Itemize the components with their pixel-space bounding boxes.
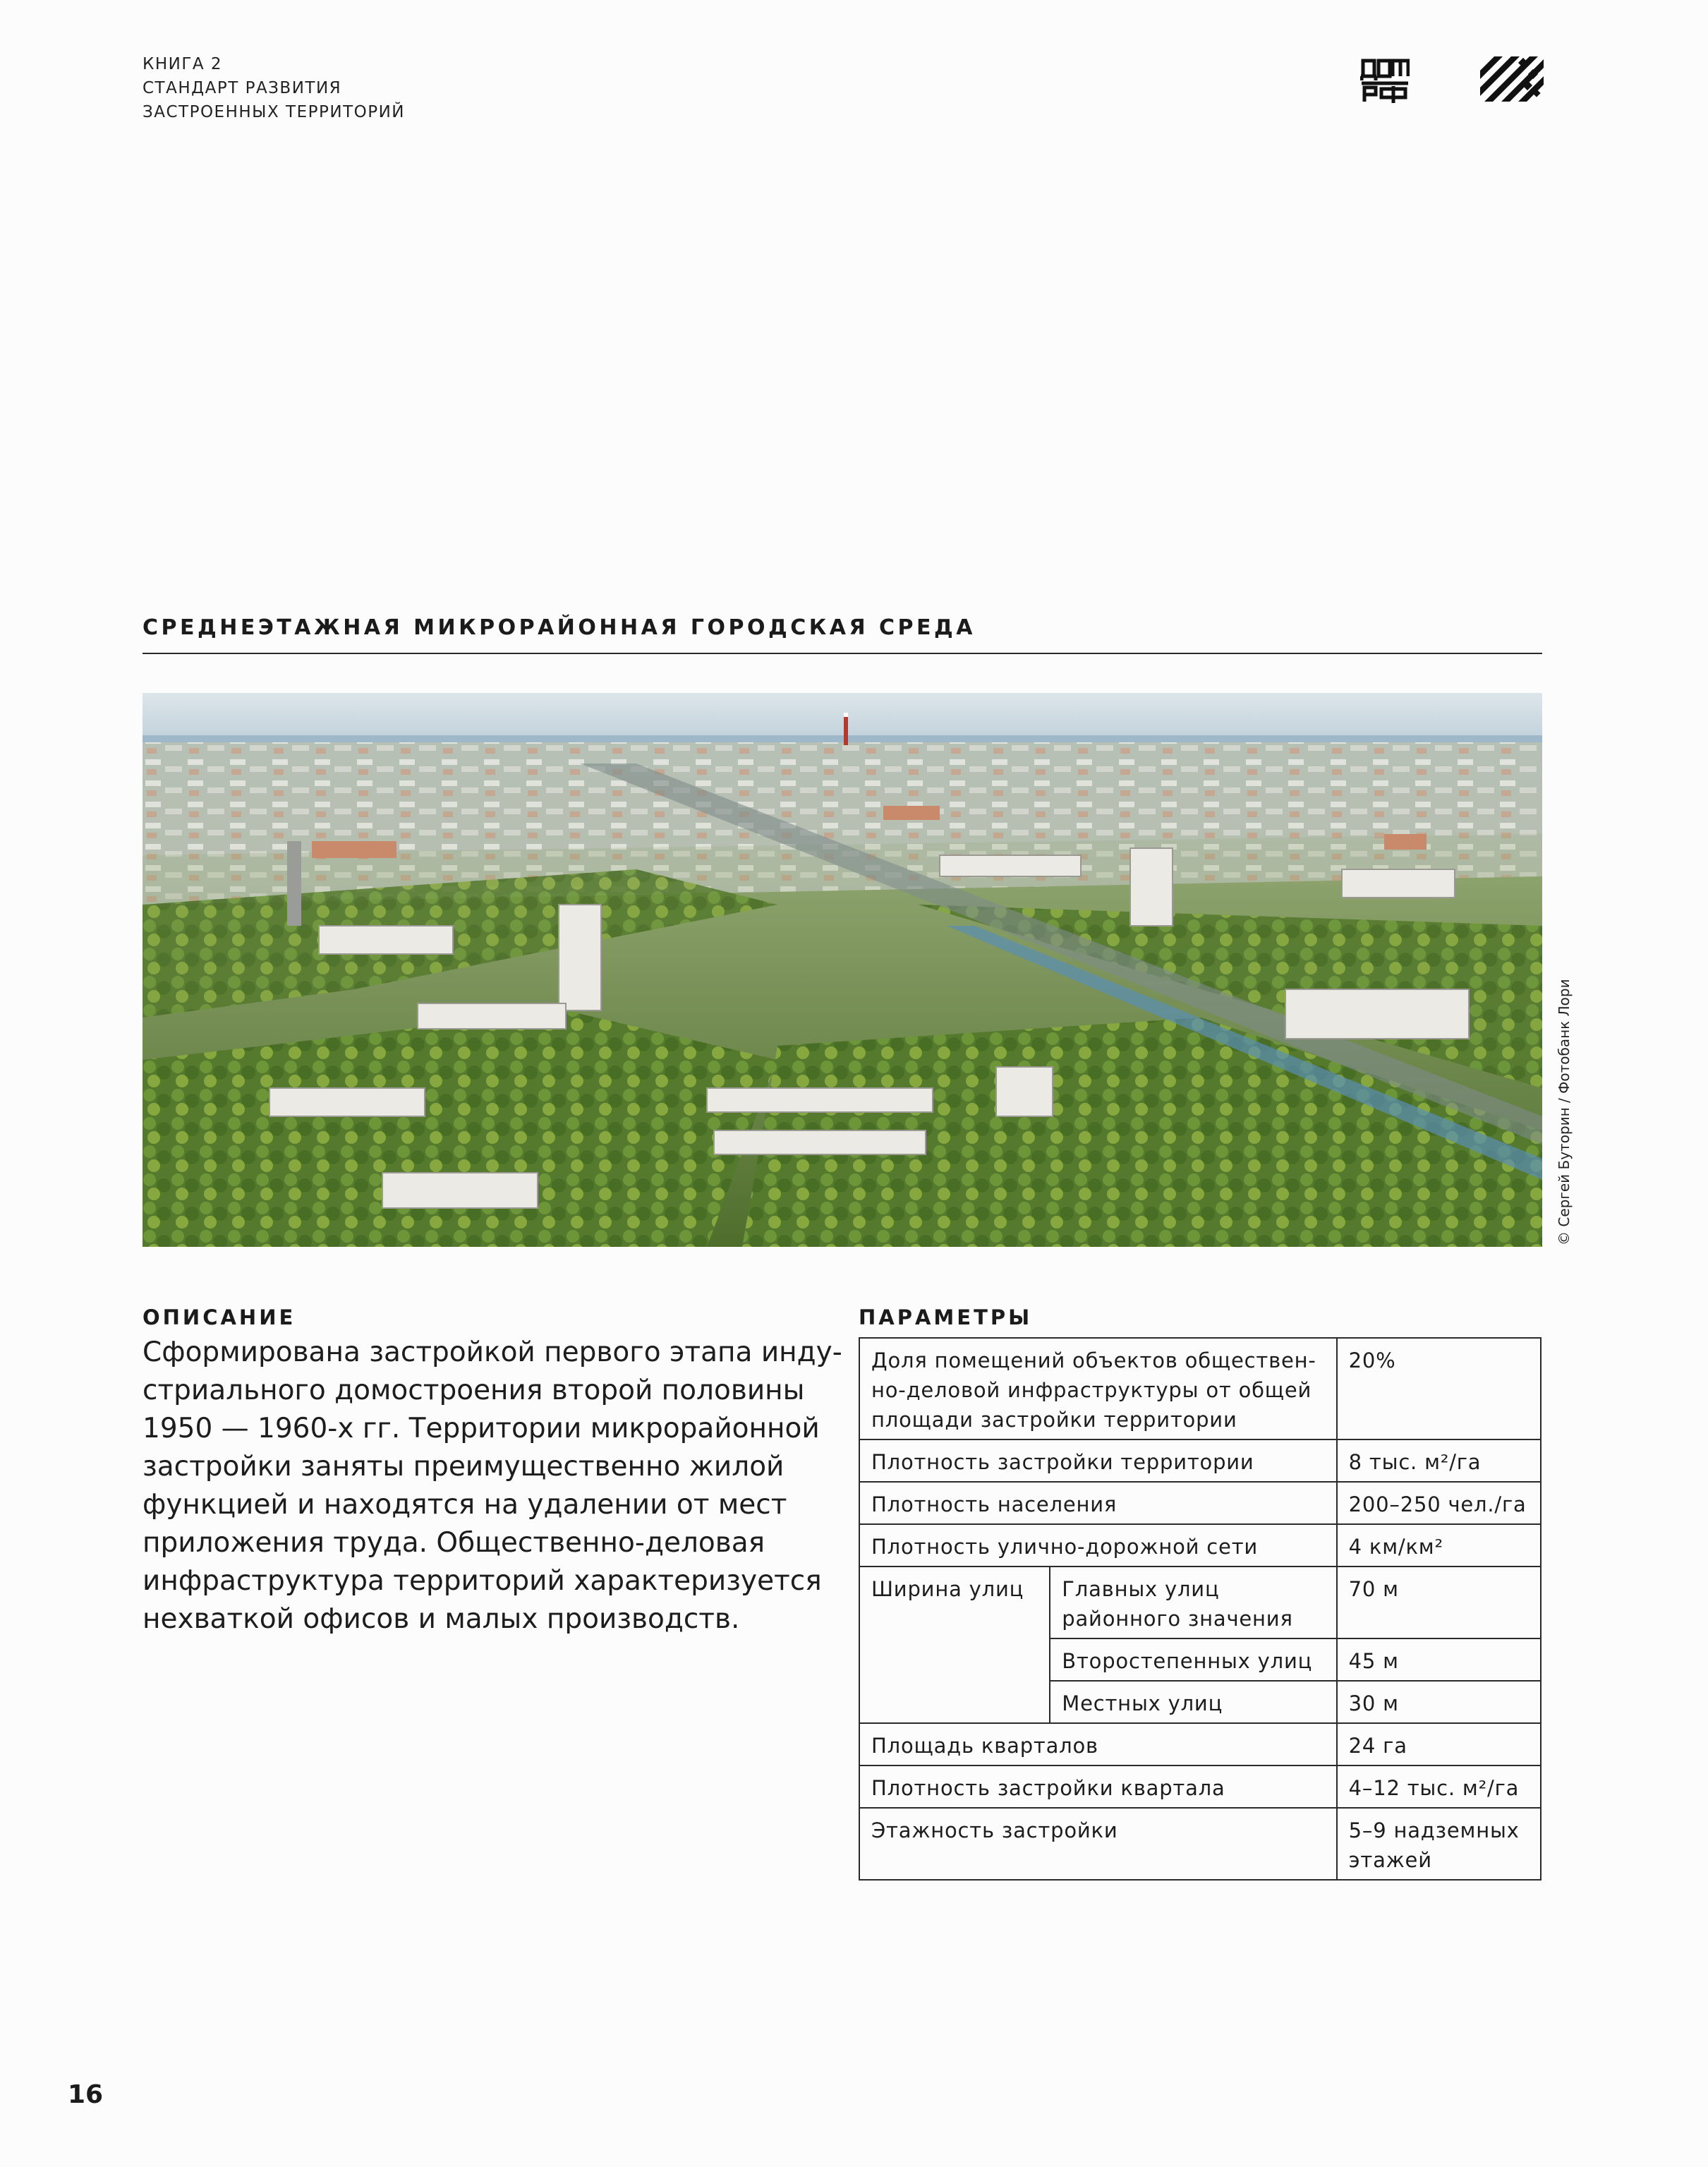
param-value: 20% [1337,1338,1541,1439]
description-line: застройки заняты преимущественно жилой [143,1451,785,1483]
param-label: Плотность застройки квартала [859,1765,1337,1808]
description-line: нехваткой офисов и малых производств. [143,1603,740,1635]
page-number: 16 [68,2080,104,2109]
description-heading: ОПИСАНИЕ [143,1305,296,1329]
aerial-city-photo [143,693,1542,1247]
param-label: Плотность застройки территории [859,1439,1337,1482]
param-value: 4–12 тыс. м²/га [1337,1765,1541,1808]
photo-credit: © Сергей Буторин / Фотобанк Лори [1556,979,1573,1245]
param-label: Ширина улиц [859,1567,1050,1723]
description-line: функцией и находятся на удалении от мест [143,1489,787,1521]
table-row [859,1808,1541,1880]
param-value: 45 м [1337,1638,1541,1681]
pattern-logo [1480,56,1544,102]
param-label: Плотность населения [859,1482,1337,1524]
book-title-line: СТАНДАРТ РАЗВИТИЯ [143,79,342,97]
param-label: Площадь кварталов [859,1723,1337,1765]
param-label: Доля помещений объектов обществен- но-деловой инфраструктуры от общей площади застройки территории [859,1338,1337,1439]
table-row [859,1338,1541,1439]
parameters-table [859,1337,1542,1881]
section-title: СРЕДНЕЭТАЖНАЯ МИКРОРАЙОННАЯ ГОРОДСКАЯ СРЕДА [143,615,976,640]
parameters-heading: ПАРАМЕТРЫ [859,1305,1033,1329]
table-row [859,1524,1541,1567]
table-row [859,1482,1541,1524]
param-sublabel: Второстепенных улиц [1050,1638,1336,1681]
book-title-line: КНИГА 2 [143,55,223,73]
param-value: 8 тыс. м²/га [1337,1439,1541,1482]
param-value: 200–250 чел./га [1337,1482,1541,1524]
section-divider [143,653,1542,654]
description-line: инфраструктура территорий характеризуется [143,1565,822,1597]
description-line: приложения труда. Общественно-деловая [143,1527,765,1559]
param-value: 70 м [1337,1567,1541,1638]
book-title [143,52,405,124]
table-row [859,1765,1541,1808]
description-line: стриального домостроения второй половины [143,1375,805,1406]
description-text [143,1334,842,1638]
description-line: Сформирована застройкой первого этапа инду- [143,1336,842,1368]
domrf-logo [1360,55,1410,104]
param-sublabel: Местных улиц [1050,1681,1336,1723]
param-value: 24 га [1337,1723,1541,1765]
table-row [859,1439,1541,1482]
book-title-line: ЗАСТРОЕННЫХ ТЕРРИТОРИЙ [143,103,406,121]
table-row [859,1723,1541,1765]
description-line: 1950 — 1960-х гг. Территории микрорайонной [143,1413,820,1444]
param-label: Плотность улично-дорожной сети [859,1524,1337,1567]
param-value: 4 км/км² [1337,1524,1541,1567]
table-row [859,1567,1541,1638]
param-value: 30 м [1337,1681,1541,1723]
param-value: 5–9 надземных этажей [1337,1808,1541,1880]
param-sublabel: Главных улиц районного значения [1050,1567,1336,1638]
param-label: Этажность застройки [859,1808,1337,1880]
